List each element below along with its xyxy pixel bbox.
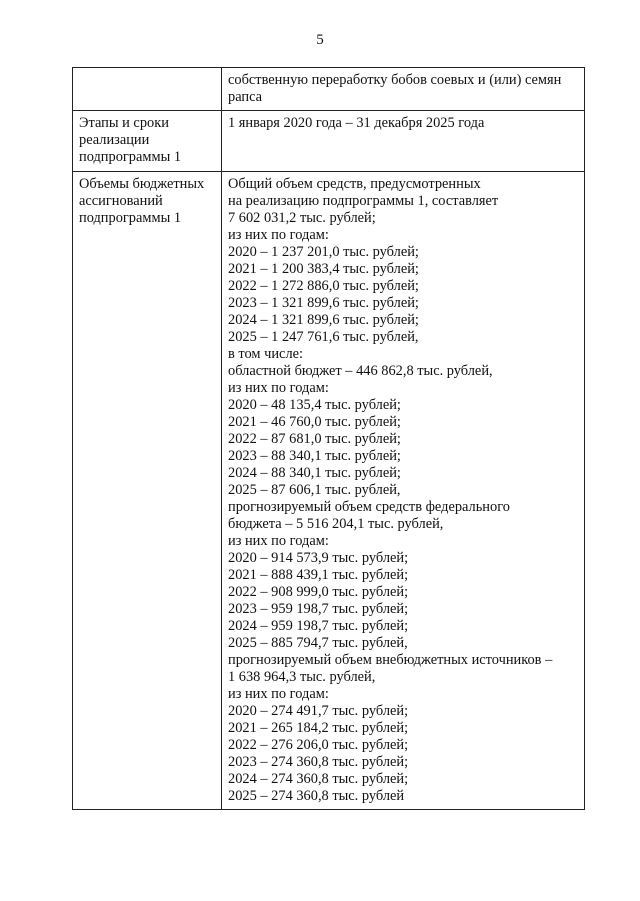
text-line: из них по годам:	[228, 380, 329, 396]
text-line: рапса	[228, 89, 263, 105]
text-line: 2022 – 1 272 886,0 тыс. рублей;	[228, 278, 419, 294]
table-row	[73, 111, 585, 172]
text-line: 2022 – 276 206,0 тыс. рублей;	[228, 737, 409, 753]
text-line: бюджета – 5 516 204,1 тыс. рублей,	[228, 516, 444, 532]
text-line: 2024 – 1 321 899,6 тыс. рублей;	[228, 312, 419, 328]
text-line: прогнозируемый объем средств федерального	[228, 499, 510, 515]
text-line: 2020 – 274 491,7 тыс. рублей;	[228, 703, 409, 719]
text-line: из них по годам:	[228, 227, 329, 243]
label-line: Этапы и сроки	[79, 115, 169, 131]
row-label-cell	[73, 111, 222, 172]
row-value-cell	[222, 111, 585, 172]
text-line: прогнозируемый объем внебюджетных источников –	[228, 652, 553, 668]
label-line: ассигнований	[79, 193, 163, 209]
table-row	[73, 68, 585, 111]
text-line: в том числе:	[228, 346, 304, 362]
text-line: 2020 – 48 135,4 тыс. рублей;	[228, 397, 401, 413]
text-line: 2025 – 1 247 761,6 тыс. рублей,	[228, 329, 419, 345]
text-line: 2023 – 1 321 899,6 тыс. рублей;	[228, 295, 419, 311]
label-line: подпрограммы 1	[79, 149, 182, 165]
text-line: 2025 – 274 360,8 тыс. рублей	[228, 788, 405, 804]
text-line: из них по годам:	[228, 686, 329, 702]
text-line: из них по годам:	[228, 533, 329, 549]
table-row	[73, 172, 585, 810]
text-line: 2024 – 959 198,7 тыс. рублей;	[228, 618, 409, 634]
text-line: 2021 – 265 184,2 тыс. рублей;	[228, 720, 409, 736]
text-line: 2025 – 87 606,1 тыс. рублей,	[228, 482, 401, 498]
passport-table	[72, 67, 585, 810]
text-line: 2024 – 88 340,1 тыс. рублей;	[228, 465, 401, 481]
text-line: 2022 – 87 681,0 тыс. рублей;	[228, 431, 401, 447]
text-line: собственную переработку бобов соевых и (или) семян	[228, 72, 562, 88]
row-label-cell	[73, 68, 222, 111]
text-line: 2023 – 274 360,8 тыс. рублей;	[228, 754, 409, 770]
text-line: 2024 – 274 360,8 тыс. рублей;	[228, 771, 409, 787]
text-line: 2021 – 888 439,1 тыс. рублей;	[228, 567, 409, 583]
text-line: 2022 – 908 999,0 тыс. рублей;	[228, 584, 409, 600]
text-line: 2025 – 885 794,7 тыс. рублей,	[228, 635, 408, 651]
text-line: 2020 – 914 573,9 тыс. рублей;	[228, 550, 409, 566]
text-line: Общий объем средств, предусмотренных	[228, 176, 481, 192]
text-line: 7 602 031,2 тыс. рублей;	[228, 210, 376, 226]
text-line: 2023 – 959 198,7 тыс. рублей;	[228, 601, 409, 617]
text-line: 2023 – 88 340,1 тыс. рублей;	[228, 448, 401, 464]
text-line: 2021 – 46 760,0 тыс. рублей;	[228, 414, 401, 430]
label-line: Объемы бюджетных	[79, 176, 205, 192]
text-line: 2021 – 1 200 383,4 тыс. рублей;	[228, 261, 419, 277]
text-line: 1 638 964,3 тыс. рублей,	[228, 669, 376, 685]
row-label-cell	[73, 172, 222, 810]
text-line: 2020 – 1 237 201,0 тыс. рублей;	[228, 244, 419, 260]
row-value-cell	[222, 68, 585, 111]
text-line: областной бюджет – 446 862,8 тыс. рублей,	[228, 363, 493, 379]
text-line: на реализацию подпрограммы 1, составляет	[228, 193, 499, 209]
label-line: реализации	[79, 132, 150, 148]
row-value-cell	[222, 172, 585, 810]
label-line: подпрограммы 1	[79, 210, 182, 226]
text-line: 1 января 2020 года – 31 декабря 2025 года	[228, 115, 485, 131]
page-number: 5	[316, 32, 324, 48]
